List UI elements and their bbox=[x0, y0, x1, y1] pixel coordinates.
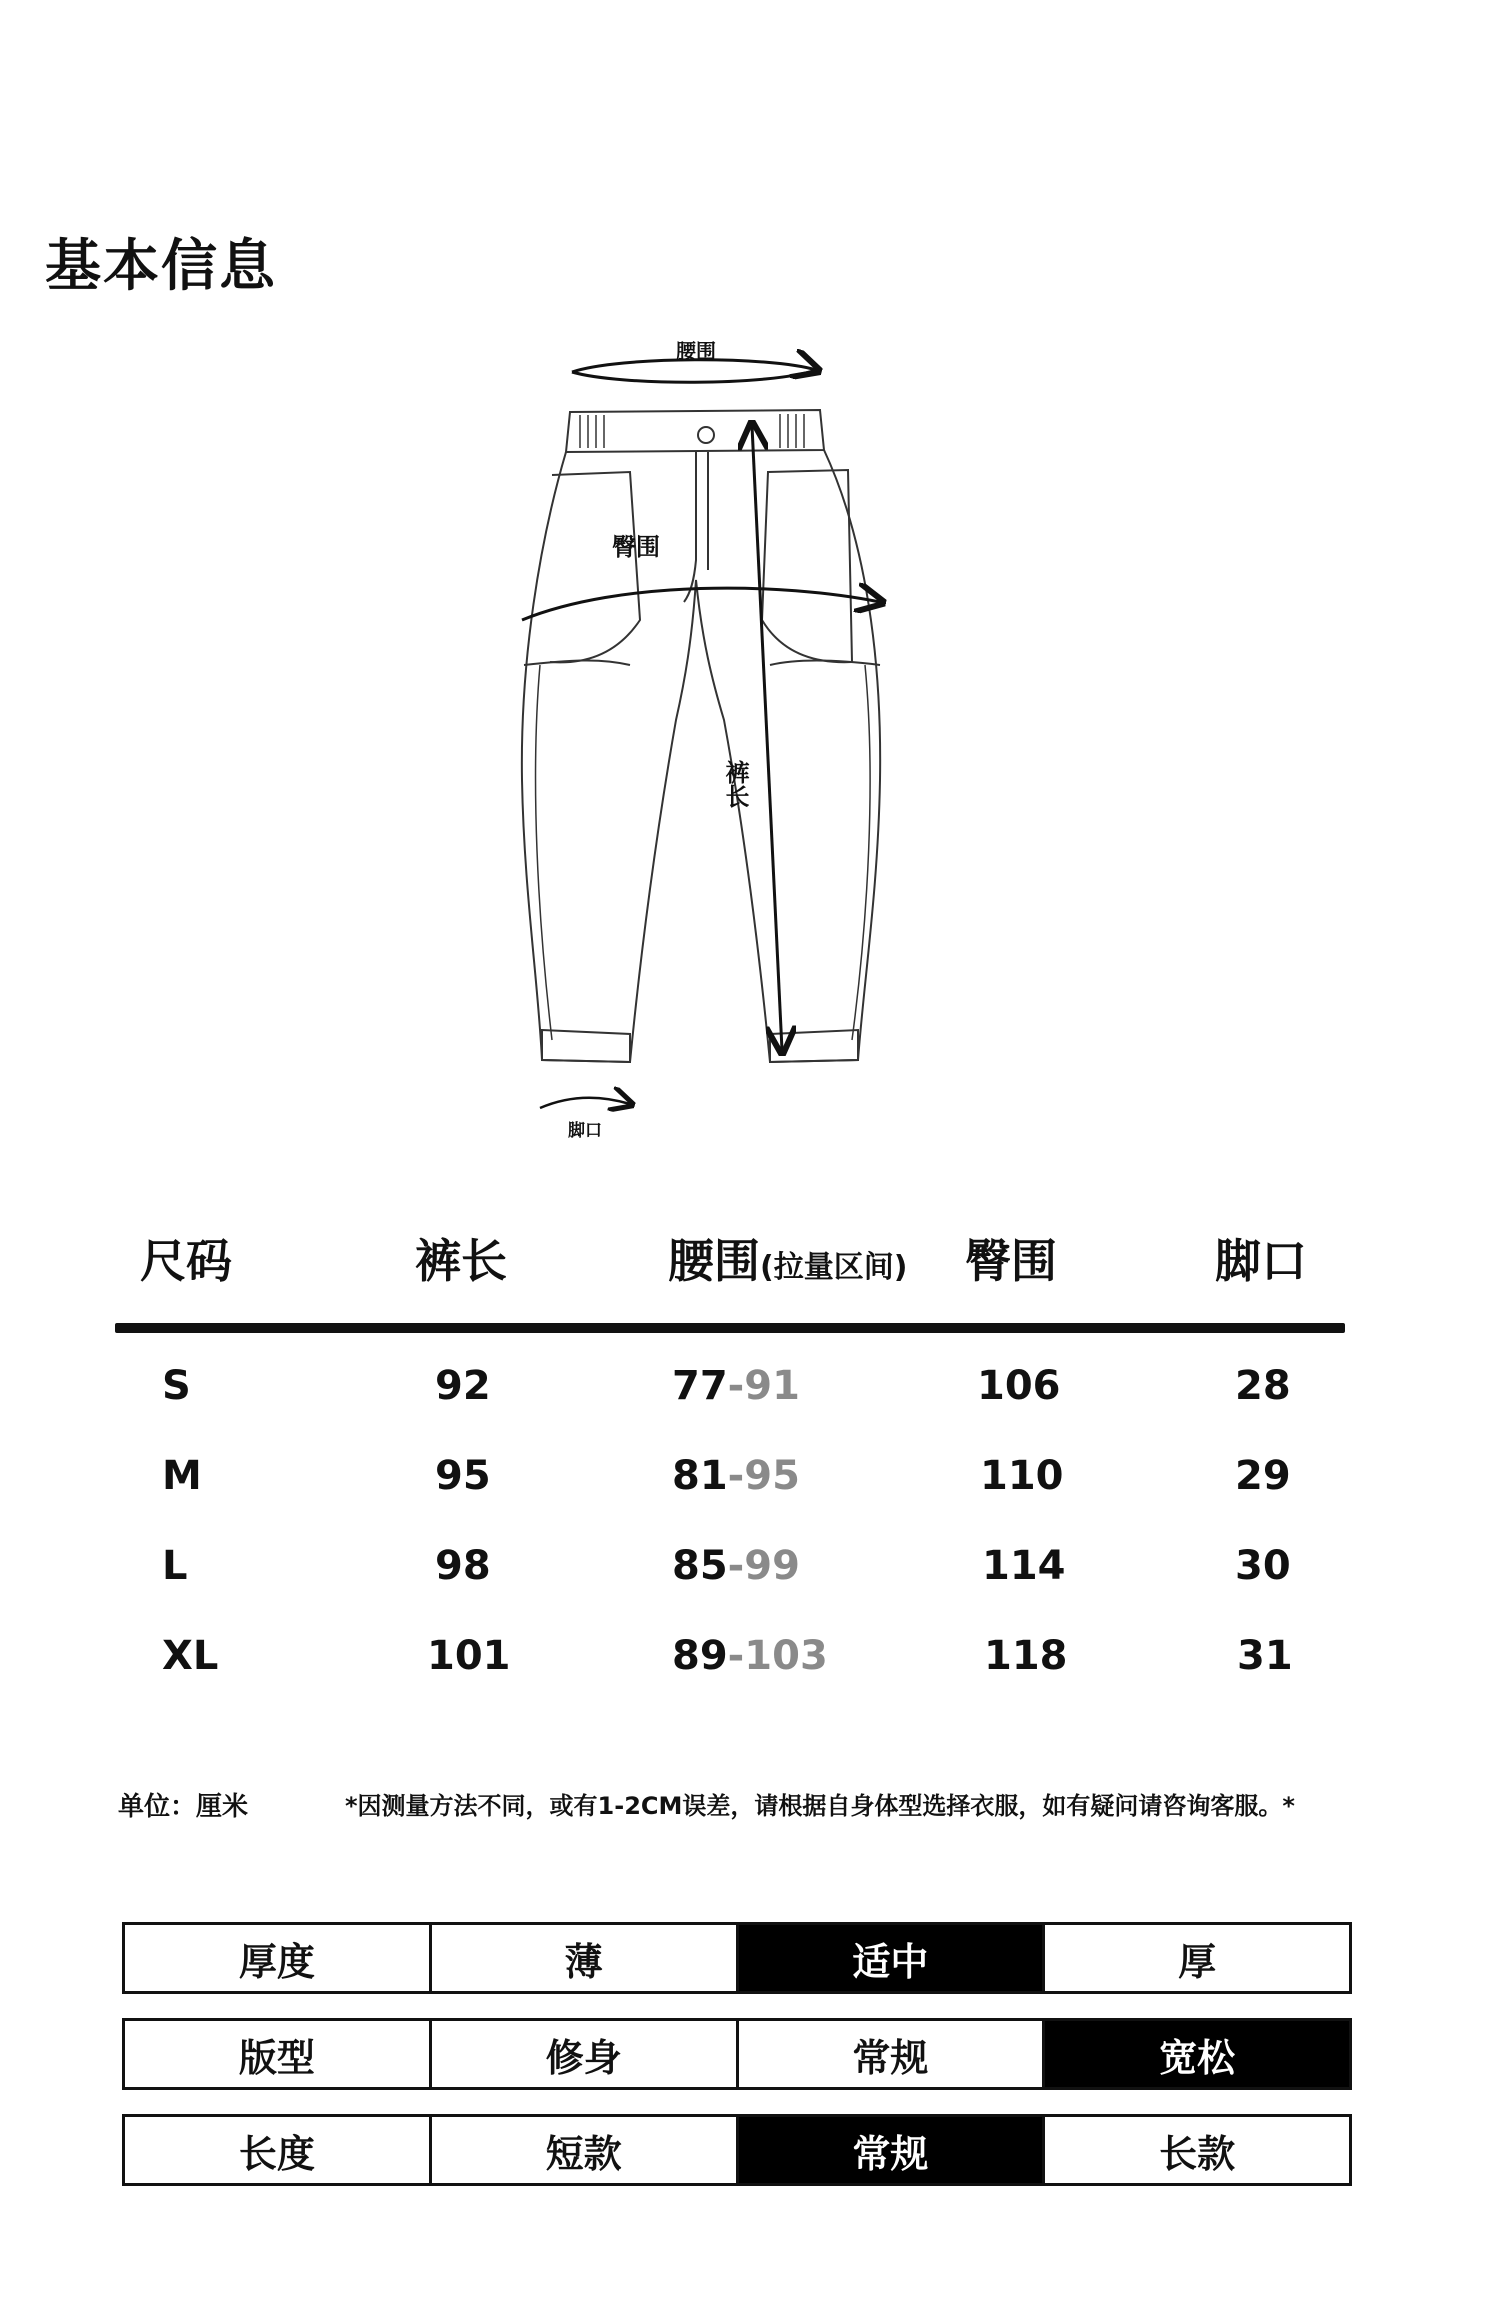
cell-hip: 114 bbox=[982, 1543, 1066, 1589]
cell-size: M bbox=[162, 1453, 202, 1499]
attr-option[interactable]: 常规 bbox=[736, 2117, 1043, 2183]
disclaimer-note: *因测量方法不同，或有1-2CM误差，请根据自身体型选择衣服，如有疑问请咨询客服。* bbox=[345, 1792, 1295, 1820]
cell-waist-high: -91 bbox=[727, 1363, 800, 1409]
cell-waist bbox=[672, 1543, 800, 1589]
attr-row-fit bbox=[122, 2018, 1352, 2090]
cell-size: XL bbox=[162, 1633, 219, 1679]
cell-hip: 106 bbox=[977, 1363, 1061, 1409]
attr-option[interactable]: 长款 bbox=[1042, 2117, 1349, 2183]
attr-label: 长度 bbox=[125, 2117, 429, 2183]
cell-waist bbox=[672, 1633, 828, 1679]
unit-note: 单位：厘米 bbox=[118, 1792, 249, 1822]
cell-hem: 30 bbox=[1235, 1543, 1291, 1589]
cell-waist-low: 85 bbox=[672, 1543, 728, 1589]
page-title: 基本信息 bbox=[45, 234, 277, 299]
attr-label: 厚度 bbox=[125, 1925, 429, 1991]
header-waist bbox=[668, 1225, 907, 1291]
cell-hem: 28 bbox=[1235, 1363, 1291, 1409]
header-divider bbox=[115, 1323, 1345, 1333]
hem-arrow bbox=[540, 1098, 630, 1108]
size-table bbox=[115, 1215, 1345, 1679]
cell-length: 98 bbox=[435, 1543, 491, 1589]
pants-measurement-diagram bbox=[480, 320, 940, 1140]
left-pocket bbox=[550, 472, 640, 662]
header-waist-note: (拉量区间) bbox=[760, 1250, 908, 1285]
attr-option[interactable]: 薄 bbox=[429, 1925, 736, 1991]
pants-outline bbox=[522, 450, 880, 1062]
attr-label: 版型 bbox=[125, 2021, 429, 2087]
table-row bbox=[115, 1363, 1345, 1443]
cell-hem: 31 bbox=[1237, 1633, 1293, 1679]
cell-length: 92 bbox=[435, 1363, 491, 1409]
attr-option[interactable]: 常规 bbox=[736, 2021, 1043, 2087]
cell-waist-low: 81 bbox=[672, 1453, 728, 1499]
header-length: 裤长 bbox=[415, 1234, 507, 1288]
attr-option[interactable]: 适中 bbox=[736, 1925, 1043, 1991]
table-row bbox=[115, 1453, 1345, 1533]
header-waist-label: 腰围 bbox=[668, 1234, 760, 1288]
cell-hem: 29 bbox=[1235, 1453, 1291, 1499]
left-cuff bbox=[542, 1030, 630, 1062]
waist-button bbox=[698, 427, 714, 443]
cell-hip: 118 bbox=[984, 1633, 1068, 1679]
cell-waist-high: -99 bbox=[727, 1543, 800, 1589]
cell-waist-low: 89 bbox=[672, 1633, 728, 1679]
attr-row-length bbox=[122, 2114, 1352, 2186]
cell-waist-high: -95 bbox=[727, 1453, 800, 1499]
hip-label: 臀围 bbox=[612, 533, 660, 561]
cell-size: S bbox=[162, 1363, 191, 1409]
attr-option[interactable]: 短款 bbox=[429, 2117, 736, 2183]
table-header bbox=[115, 1215, 1345, 1305]
attr-option[interactable]: 宽松 bbox=[1042, 2021, 1349, 2087]
header-hem: 脚口 bbox=[1215, 1234, 1307, 1288]
attr-row-thickness bbox=[122, 1922, 1352, 1994]
cell-waist bbox=[672, 1453, 800, 1499]
cell-waist-low: 77 bbox=[672, 1363, 728, 1409]
cell-length: 101 bbox=[427, 1633, 511, 1679]
cell-hip: 110 bbox=[980, 1453, 1064, 1499]
table-row bbox=[115, 1543, 1345, 1623]
attr-option[interactable]: 厚 bbox=[1042, 1925, 1349, 1991]
cell-length: 95 bbox=[435, 1453, 491, 1499]
waist-label: 腰围 bbox=[676, 339, 716, 363]
hem-label: 脚口 bbox=[568, 1121, 602, 1140]
cell-waist bbox=[672, 1363, 800, 1409]
table-row bbox=[115, 1633, 1345, 1713]
length-label: 裤长 bbox=[721, 760, 749, 808]
header-hip: 臀围 bbox=[965, 1234, 1057, 1288]
header-size: 尺码 bbox=[140, 1234, 232, 1288]
cell-size: L bbox=[162, 1543, 188, 1589]
attr-option[interactable]: 修身 bbox=[429, 2021, 736, 2087]
cell-waist-high: -103 bbox=[727, 1633, 828, 1679]
right-pocket bbox=[762, 470, 852, 662]
